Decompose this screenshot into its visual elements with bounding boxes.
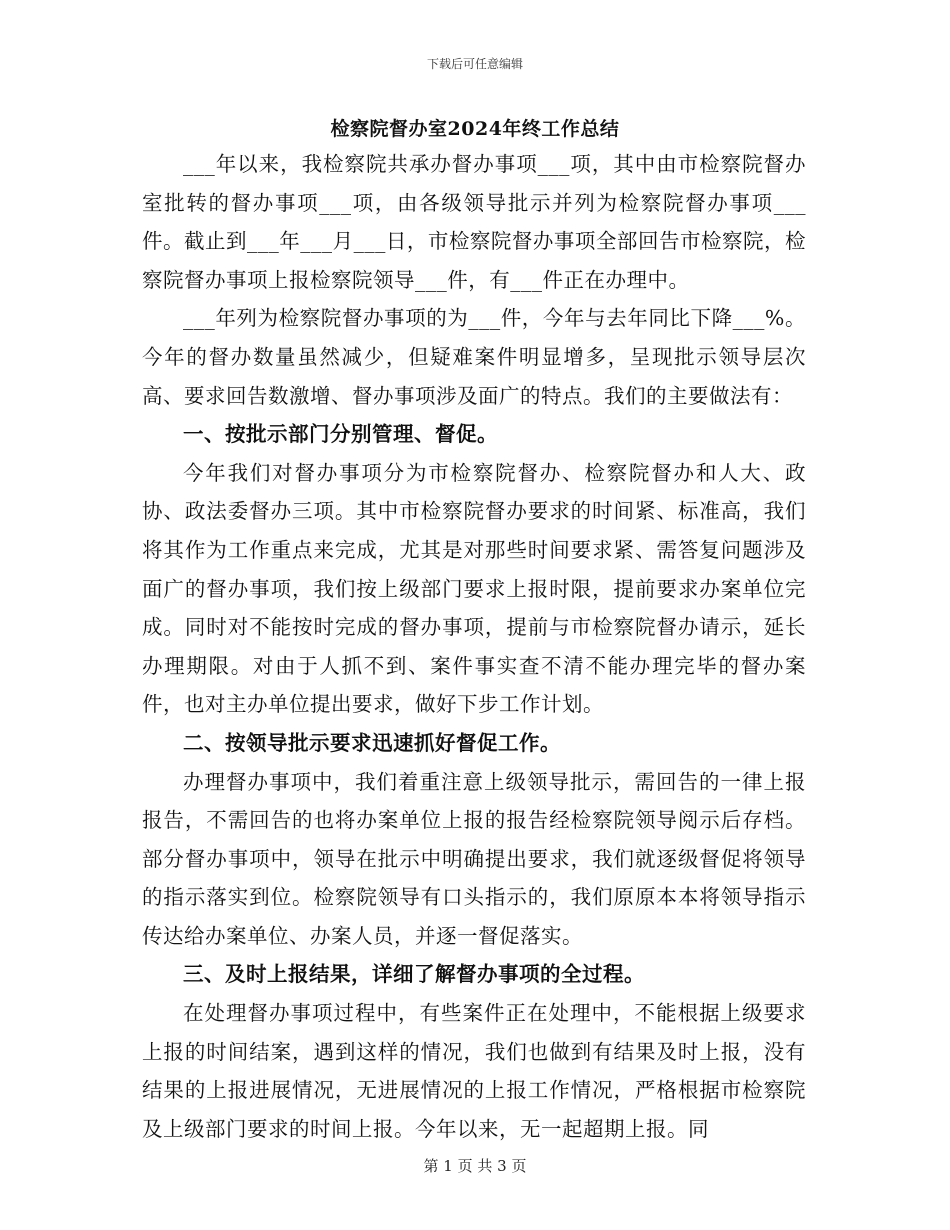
paragraph-section-1: 今年我们对督办事项分为市检察院督办、检察院督办和人大、政协、政法委督办三项。其中市检察院督办要求的时间紧、标准高，我们将其作为工作重点来完成，尤其是对那些时间要求紧、需答复问题涉及面广的督办事项，我们按上级部门要求上报时限，提前要求办案单位完成。同时对不能按时完成的督办事项，提前与市检察院督办请示，延长办理期限。对由于人抓不到、案件事实查不清不能办理完毕的督办案件，也对主办单位提出要求，做好下步工作计划。 <box>142 460 806 717</box>
document-title: 检察院督办室2024年终工作总结 <box>330 118 620 140</box>
document-body <box>142 145 806 1148</box>
section-heading-3: 三、及时上报结果，详细了解督办事项的全过程。 <box>183 962 645 987</box>
header-note: 下载后可任意编辑 <box>426 57 523 71</box>
paragraph-section-3: 在处理督办事项过程中，有些案件正在处理中，不能根据上级要求上报的时间结案，遇到这样的情况，我们也做到有结果及时上报，没有结果的上报进展情况，无进展情况的上报工作情况，严格根据市检察院及上级部门要求的时间上报。今年以来，无一起超期上报。同 <box>142 1001 806 1141</box>
paragraph-section-2: 办理督办事项中，我们着重注意上级领导批示，需回告的一律上报报告，不需回告的也将办案单位上报的报告经检察院领导阅示后存档。部分督办事项中，领导在批示中明确提出要求，我们就逐级督促将领导的指示落实到位。检察院领导有口头指示的，我们原原本本将领导指示传达给办案单位、办案人员，并逐一督促落实。 <box>142 769 806 948</box>
paragraph-summary: ___年以来，我检察院共承办督办事项___项，其中由市检察院督办室批转的督办事项___项，由各级领导批示并列为检察院督办事项___件。截止到___年___月___日，市检察院督办事项全部回告市检察院，检察院督办事项上报检察院领导___件，有___件正在办理中。 <box>142 152 806 292</box>
paragraph-statistics: ___年列为检察院督办事项的为___件，今年与去年同比下降___%。今年的督办数量虽然减少，但疑难案件明显增多，呈现批示领导层次高、要求回告数激增、督办事项涉及面广的特点。我们的主要做法有： <box>142 306 806 408</box>
section-heading-2: 二、按领导批示要求迅速抓好督促工作。 <box>183 730 561 755</box>
section-heading-1: 一、按批示部门分别管理、督促。 <box>183 422 498 447</box>
page-number: 第 1 页 共 3 页 <box>423 1157 527 1175</box>
